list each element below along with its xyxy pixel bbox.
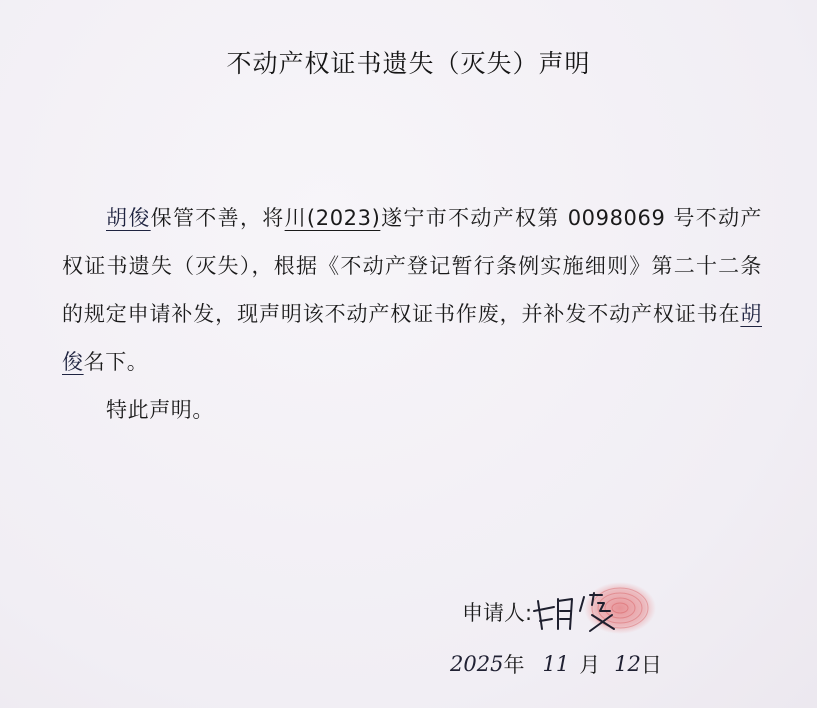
certificate-prefix: 川(2023) [284,206,381,230]
statement-text-2: 遂宁市不动产权第 0098069 号不动产权证书遗失（灭失），根据《不动产登记暂行条例实施细则》第二十二条的规定申请补发，现声明该不动产权证书作废，并补发不动产权证书在 [62,206,762,326]
applicant-signature-row [462,592,628,632]
statement-text-3: 名下。 [83,350,149,374]
date-day-handwritten: 12 [614,652,641,676]
handwritten-signature [532,589,628,635]
day-unit: 日 [640,653,662,677]
statement-text-1: 保管不善，将 [150,206,285,230]
applicant-name-handwritten: 胡俊 [106,206,151,230]
applicant-label: 申请人: [462,601,533,625]
date-month-handwritten: 11 [542,652,570,676]
document-body [62,194,762,434]
month-unit: 月 [579,653,601,677]
closing-paragraph: 特此声明。 [106,398,214,422]
signing-date [450,644,662,684]
date-year-handwritten: 2025 [450,652,504,676]
reissue-name-handwritten: 胡俊 [62,302,762,374]
document-title: 不动产权证书遗失（灭失）声明 [226,49,591,78]
statement-paragraph [62,194,762,386]
year-unit: 年 [503,653,525,677]
